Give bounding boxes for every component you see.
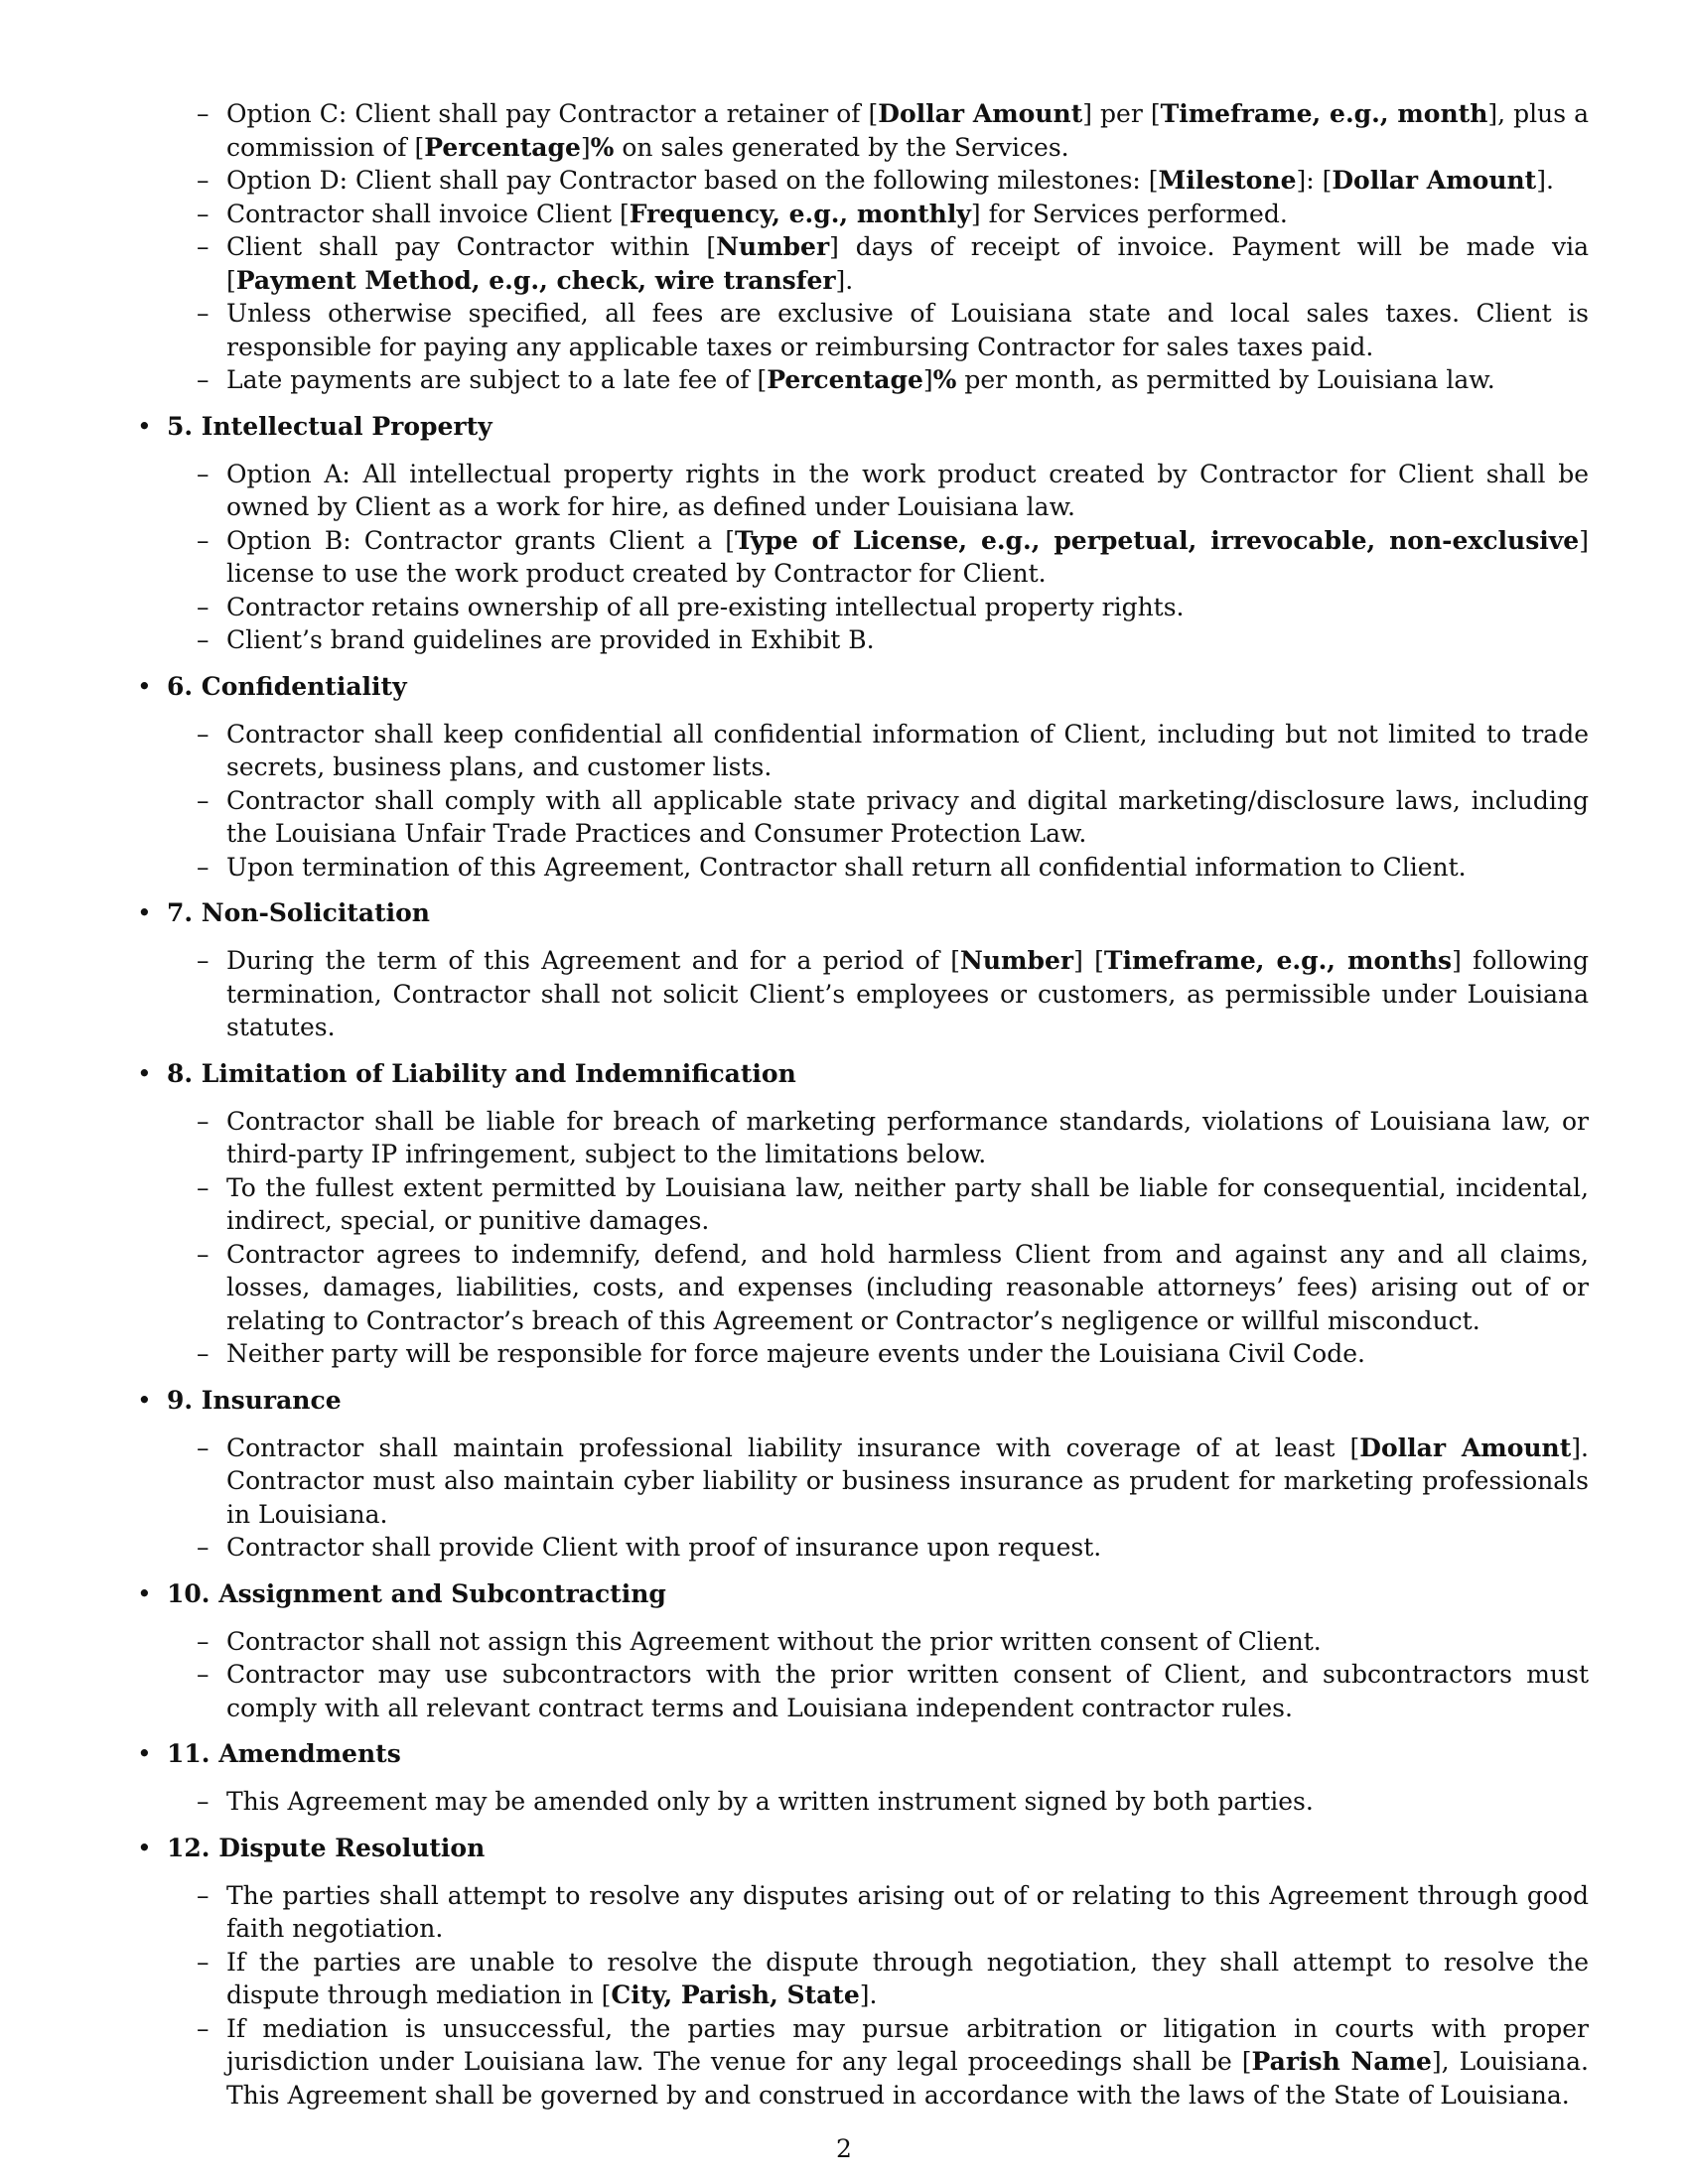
clause-item	[133, 623, 1589, 657]
section	[133, 1832, 1589, 2113]
clause-item	[133, 1785, 1589, 1819]
clause-item	[133, 1337, 1589, 1371]
bullet-marker: •	[137, 1385, 152, 1415]
dash-marker: –	[197, 1626, 210, 1656]
clause-item	[133, 851, 1589, 885]
clause-item	[133, 2012, 1589, 2113]
clause-item	[133, 944, 1589, 1044]
clause-item-text: Contractor may use subcontractors with the prior written consent of Client, and subcontractors must comply with all relevant contract terms and Louisiana independent contractor rules.	[226, 1660, 1589, 1722]
dash-marker: –	[197, 365, 210, 394]
dash-marker: –	[197, 785, 210, 815]
payment-term-item-text: Contractor shall invoice Client [Frequency, e.g., monthly] for Services performed.	[226, 199, 1288, 228]
payment-term-item	[133, 198, 1589, 231]
section	[133, 670, 1589, 885]
dash-marker: –	[197, 1106, 210, 1136]
clause-item-text: Contractor shall not assign this Agreement without the prior written consent of Client.	[226, 1626, 1322, 1656]
payment-term-item	[133, 297, 1589, 363]
clause-item	[133, 1658, 1589, 1724]
section-heading	[133, 1057, 1589, 1091]
section-heading-text: 10. Assignment and Subcontracting	[167, 1578, 666, 1608]
dash-marker: –	[197, 719, 210, 749]
section-heading-text: 6. Confidentiality	[167, 671, 407, 701]
section	[133, 410, 1589, 657]
section	[133, 1057, 1589, 1371]
bullet-marker: •	[137, 1739, 152, 1768]
dash-marker: –	[197, 1787, 210, 1816]
section-item-list	[133, 458, 1589, 657]
clause-item-text: Client’s brand guidelines are provided in Exhibit B.	[226, 625, 875, 654]
section	[133, 896, 1589, 1044]
clause-item-text: To the fullest extent permitted by Louisiana law, neither party shall be liable for consequential, incidental, indirect, special, or punitive damages.	[226, 1172, 1589, 1235]
section-item-list	[133, 1785, 1589, 1819]
dash-marker: –	[197, 625, 210, 654]
clause-item	[133, 718, 1589, 784]
section	[133, 1384, 1589, 1565]
payment-term-item-text: Client shall pay Contractor within [Number] days of receipt of invoice. Payment will be made via [Payment Method, e.g., check, wire transfer].	[226, 232, 1589, 295]
dash-marker: –	[197, 1433, 210, 1462]
section-heading	[133, 670, 1589, 704]
clause-item-text: Contractor agrees to indemnify, defend, and hold harmless Client from and against any and all claims, losses, damages, liabilities, costs, and expenses (including reasonable attorneys’ fees) arising out of or relating to Contractor’s breach of this Agreement or Contractor’s negligence or willful misconduct.	[226, 1239, 1589, 1335]
clause-item-text: Contractor retains ownership of all pre-existing intellectual property rights.	[226, 592, 1185, 621]
clause-item-text: If mediation is unsuccessful, the parties may pursue arbitration or litigation in courts with proper jurisdiction under Louisiana law. The venue for any legal proceedings shall be [Parish Name], Louisiana. This Agreement shall be governed by and construed in accordance with the laws of the State of Louisiana.	[226, 2013, 1589, 2110]
dash-marker: –	[197, 199, 210, 228]
document-body	[133, 97, 1589, 2112]
payment-term-item-text: Option D: Client shall pay Contractor based on the following milestones: [Milestone]: [Dollar Amount].	[226, 166, 1554, 195]
section-heading-text: 12. Dispute Resolution	[167, 1833, 486, 1862]
dash-marker: –	[197, 299, 210, 328]
dash-marker: –	[197, 166, 210, 195]
clause-item	[133, 1238, 1589, 1338]
section-heading	[133, 896, 1589, 930]
section-heading	[133, 1832, 1589, 1865]
clause-item-text: Option B: Contractor grants Client a [Type of License, e.g., perpetual, irrevocable, non-exclusive] license to use the work product created by Contractor for Client.	[226, 525, 1589, 588]
clause-item-text: Contractor shall maintain professional liability insurance with coverage of at least [Dollar Amount]. Contractor must also maintain cyber liability or business insurance as prudent for marketing professionals in Louisiana.	[226, 1433, 1589, 1529]
dash-marker: –	[197, 1880, 210, 1910]
dash-marker: –	[197, 1947, 210, 1977]
dash-marker: –	[197, 1660, 210, 1689]
dash-marker: –	[197, 592, 210, 621]
dash-marker: –	[197, 1339, 210, 1368]
bullet-marker: •	[137, 411, 152, 441]
section-item-list	[133, 944, 1589, 1044]
clause-item	[133, 1879, 1589, 1946]
section-item-list	[133, 1105, 1589, 1371]
clause-item-text: If the parties are unable to resolve the dispute through negotiation, they shall attempt to resolve the dispute through mediation in [City, Parish, State].	[226, 1947, 1589, 2009]
clause-item-text: Contractor shall comply with all applicable state privacy and digital marketing/disclosure laws, including the Louisiana Unfair Trade Practices and Consumer Protection Law.	[226, 785, 1589, 848]
clause-item-text: Contractor shall provide Client with proof of insurance upon request.	[226, 1533, 1102, 1562]
clause-item-text: Neither party will be responsible for force majeure events under the Louisiana Civil Code.	[226, 1339, 1365, 1368]
section-heading	[133, 410, 1589, 444]
clause-item	[133, 1625, 1589, 1659]
payment-term-item	[133, 164, 1589, 198]
dash-marker: –	[197, 2013, 210, 2043]
clause-item-text: Contractor shall be liable for breach of marketing performance standards, violations of Louisiana law, or third-party IP infringement, subject to the limitations below.	[226, 1106, 1589, 1168]
bullet-marker: •	[137, 1058, 152, 1088]
clause-item	[133, 1531, 1589, 1565]
payment-term-item	[133, 230, 1589, 297]
clause-item-text: Option A: All intellectual property rights in the work product created by Contractor for Client shall be owned by Client as a work for hire, as defined under Louisiana law.	[226, 459, 1589, 521]
clause-item	[133, 1432, 1589, 1532]
section-heading-text: 9. Insurance	[167, 1385, 342, 1415]
section	[133, 1577, 1589, 1725]
section-item-list	[133, 1879, 1589, 2113]
section	[133, 1737, 1589, 1819]
dash-marker: –	[197, 1239, 210, 1269]
sections-container	[133, 410, 1589, 2113]
payment-term-item-text: Option C: Client shall pay Contractor a retainer of [Dollar Amount] per [Timeframe, e.g., month], plus a commission of [Percentage]% on sales generated by the Services.	[226, 99, 1589, 162]
section-item-list	[133, 1625, 1589, 1725]
clause-item	[133, 784, 1589, 851]
section-item-list	[133, 1432, 1589, 1565]
page-number: 2	[836, 2134, 852, 2163]
bullet-marker: •	[137, 671, 152, 701]
dash-marker: –	[197, 1172, 210, 1202]
dash-marker: –	[197, 946, 210, 975]
section-heading	[133, 1384, 1589, 1418]
clause-item	[133, 524, 1589, 591]
section-heading	[133, 1737, 1589, 1771]
payment-term-item	[133, 363, 1589, 397]
payment-term-item-text: Late payments are subject to a late fee of [Percentage]% per month, as permitted by Louisiana law.	[226, 365, 1495, 394]
section-item-list	[133, 718, 1589, 885]
clause-item	[133, 1171, 1589, 1238]
clause-item	[133, 1105, 1589, 1171]
clause-item-text: Upon termination of this Agreement, Contractor shall return all confidential information to Client.	[226, 852, 1467, 882]
section-heading-text: 8. Limitation of Liability and Indemnification	[167, 1058, 796, 1088]
payment-term-item-text: Unless otherwise specified, all fees are exclusive of Louisiana state and local sales taxes. Client is responsible for paying any applicable taxes or reimbursing Contractor for sales taxes paid.	[226, 299, 1589, 361]
dash-marker: –	[197, 525, 210, 555]
section-heading-text: 5. Intellectual Property	[167, 411, 492, 441]
section-heading-text: 7. Non-Solicitation	[167, 898, 430, 927]
clause-item-text: The parties shall attempt to resolve any disputes arising out of or relating to this Agreement through good faith negotiation.	[226, 1880, 1589, 1943]
clause-item-text: This Agreement may be amended only by a written instrument signed by both parties.	[226, 1787, 1314, 1816]
payment-terms-continued-list	[133, 97, 1589, 397]
payment-term-item	[133, 97, 1589, 164]
bullet-marker: •	[137, 1578, 152, 1608]
dash-marker: –	[197, 232, 210, 261]
clause-item	[133, 591, 1589, 624]
dash-marker: –	[197, 852, 210, 882]
clause-item	[133, 458, 1589, 524]
section-heading-text: 11. Amendments	[167, 1739, 401, 1768]
dash-marker: –	[197, 1533, 210, 1562]
bullet-marker: •	[137, 898, 152, 927]
section-heading	[133, 1577, 1589, 1611]
bullet-marker: •	[137, 1833, 152, 1862]
clause-item-text: Contractor shall keep confidential all confidential information of Client, including but not limited to trade secrets, business plans, and customer lists.	[226, 719, 1589, 781]
dash-marker: –	[197, 99, 210, 128]
clause-item	[133, 1946, 1589, 2012]
dash-marker: –	[197, 459, 210, 488]
clause-item-text: During the term of this Agreement and for a period of [Number] [Timeframe, e.g., months] following termination, Contractor shall not solicit Client’s employees or customers, as permissible under Louisiana statutes.	[226, 946, 1589, 1041]
